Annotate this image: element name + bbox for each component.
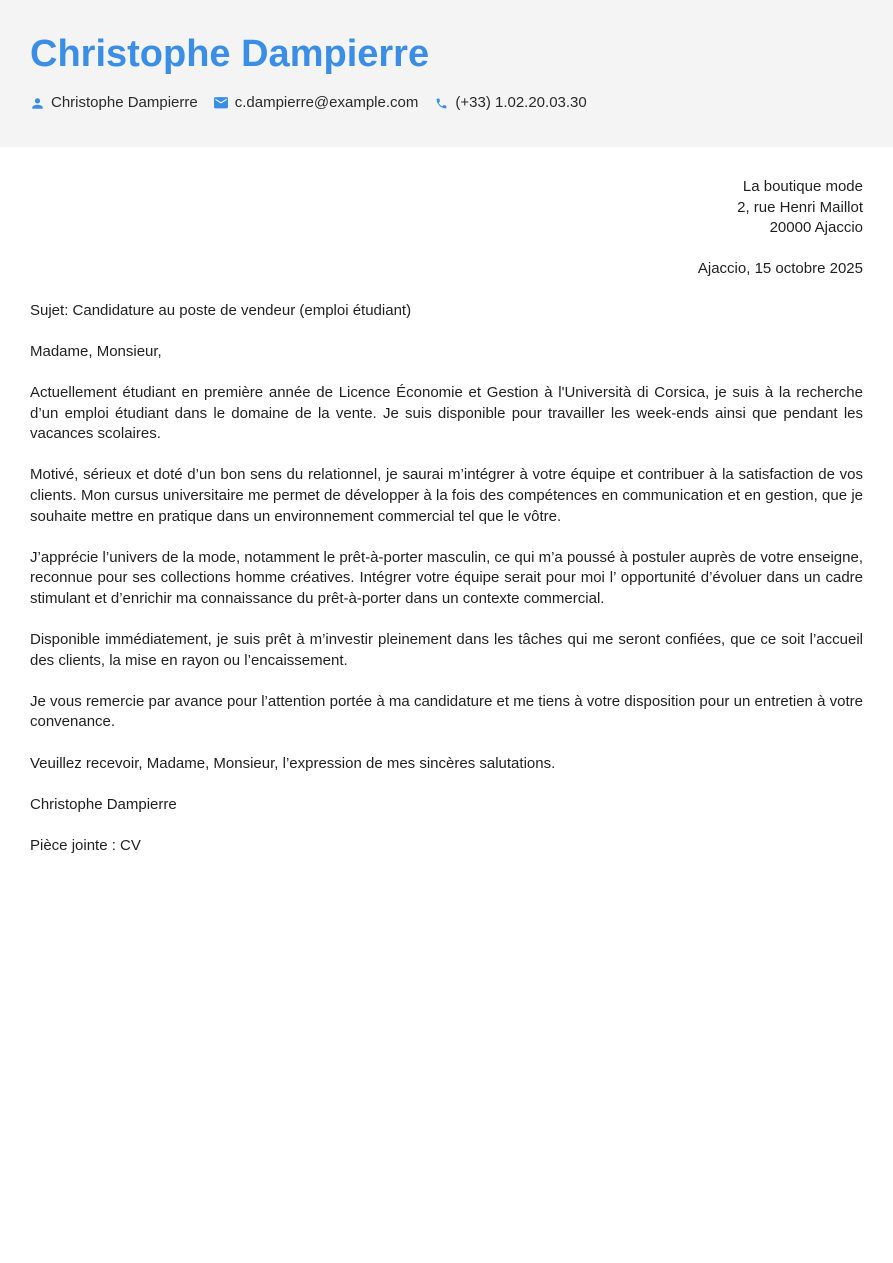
contact-phone-text[interactable]: (+33) 1.02.20.03.30 xyxy=(455,93,587,111)
contact-row xyxy=(30,92,863,114)
contact-phone[interactable] xyxy=(434,93,586,114)
letter-attachment: Pièce jointe : CV xyxy=(30,837,141,854)
recipient-line: 2, rue Henri Maillot xyxy=(737,198,863,216)
recipient-address xyxy=(30,177,863,239)
letter-greeting: Madame, Monsieur, xyxy=(30,342,162,360)
letter-paragraph: J’apprécie l’univers de la mode, notamment le prêt-à-porter masculin, ce qui m’a poussé à postuler auprès de votre enseigne, reconnue pour ses collections homme créatives. Intégrer votre équipe serait pour moi l’ opportunité d’évoluer dans un cadre stimulant et d’enrichir ma connaissance du prêt-à-porter dans un contexte commercial. xyxy=(30,548,863,607)
letter-header xyxy=(0,0,893,147)
letter-body xyxy=(0,147,893,857)
letter-date: Ajaccio, 15 octobre 2025 xyxy=(697,260,863,278)
letter-paragraph: Je vous remercie par avance pour l’attention portée à ma candidature et me tiens à votre disposition pour un entretien à votre convenance. xyxy=(30,692,863,731)
letter-paragraph: Actuellement étudiant en première année de Licence Économie et Gestion à l'Università di Corsica, je suis à la recherche d’un emploi étudiant dans le domaine de la vente. Je suis disponible pour travailler les week-ends ainsi que pendant les vacances scolaires. xyxy=(30,383,863,443)
letter-subject: Sujet: Candidature au poste de vendeur (emploi étudiant) xyxy=(30,301,412,319)
contact-person-text: Christophe Dampierre xyxy=(51,93,198,111)
applicant-name: Christophe Dampierre xyxy=(30,33,430,75)
contact-email[interactable] xyxy=(214,93,419,114)
person-icon xyxy=(30,96,45,111)
phone-icon xyxy=(434,96,449,111)
letter-closing: Veuillez recevoir, Madame, Monsieur, l’expression de mes sincères salutations. xyxy=(30,754,556,772)
contact-person xyxy=(30,93,198,114)
recipient-line: La boutique mode xyxy=(742,178,863,195)
letter-paragraph: Motivé, sérieux et doté d’un bon sens du relationnel, je saurai m’intégrer à votre équipe et contribuer à la satisfaction de vos clients. Mon cursus universitaire me permet de développer à la fois des compétences en communication et en gestion, que je souhaite mettre en pratique dans un environnement commercial tel que le vôtre. xyxy=(30,466,863,525)
letter-paragraph: Disponible immédiatement, je suis prêt à m’investir pleinement dans les tâches qui me seront confiées, que ce soit l’accueil des clients, la mise en rayon ou l’encaissement. xyxy=(30,631,863,669)
letter-signature: Christophe Dampierre xyxy=(30,795,177,813)
recipient-line: 20000 Ajaccio xyxy=(769,219,863,237)
contact-email-text[interactable]: c.dampierre@example.com xyxy=(234,93,419,111)
email-icon xyxy=(214,96,229,111)
